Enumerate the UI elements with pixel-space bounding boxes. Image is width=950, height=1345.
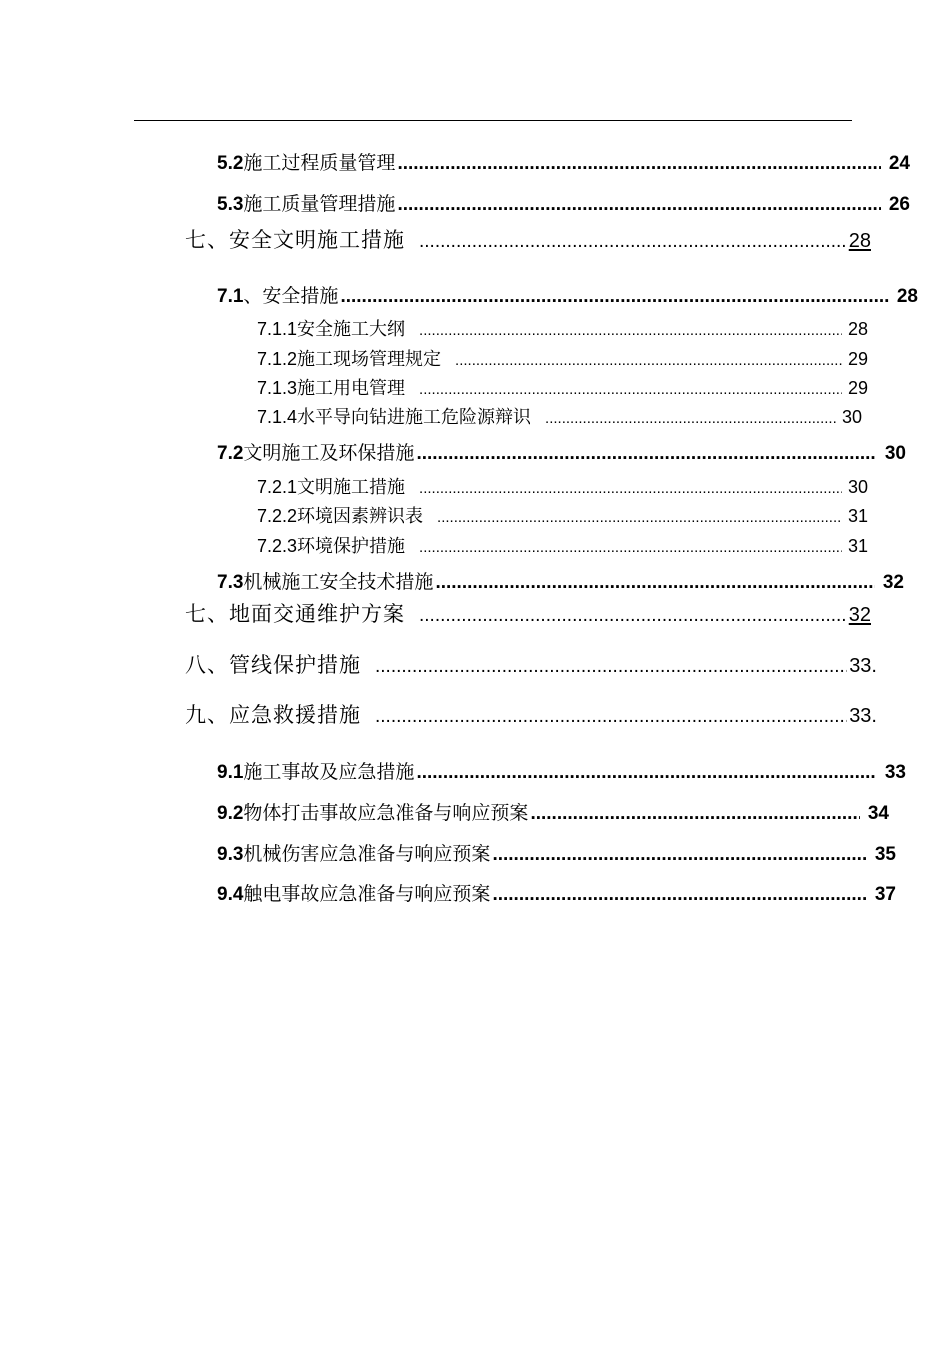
toc-entry-page: 31 (847, 536, 868, 556)
toc-entry-number: 9.2 (217, 803, 244, 824)
toc-entry-page: 30 (847, 477, 868, 497)
toc-entry-page: 33. (849, 705, 877, 727)
toc-entry-page: 29 (847, 349, 868, 369)
toc-entry-page: 30 (884, 443, 906, 464)
toc-entry-title: 机械伤害应急准备与响应预案 (243, 843, 491, 865)
toc-leader-dots (437, 509, 842, 526)
toc-entry-number: 9.1 (217, 762, 244, 783)
toc-entry-title: 安全施工大纲 (297, 319, 406, 340)
toc-entry-title: 、安全措施 (243, 285, 339, 307)
toc-entry-number: 5.2 (217, 153, 244, 174)
toc-entry-title: 机械施工安全技术措施 (243, 571, 434, 593)
toc-entry-title: 水平导向钻进施工危险源辩识 (297, 407, 532, 428)
toc-entry-page: 26 (888, 194, 910, 215)
toc-entry-7-1-4[interactable] (257, 403, 862, 427)
toc-chapter-emergency[interactable] (185, 699, 877, 729)
toc-entry-number: 9.3 (217, 844, 244, 865)
toc-entry-number: 7.2 (217, 443, 244, 464)
toc-entry-title: 七、安全文明施工措施 (185, 228, 405, 252)
toc-leader-dots (419, 480, 842, 497)
toc-entry-title: 施工过程质量管理 (243, 152, 396, 174)
toc-entry-number: 7.1.2 (257, 349, 298, 369)
toc-entry-title: 施工用电管理 (297, 378, 406, 399)
toc-entry-7-2-2[interactable] (257, 502, 868, 526)
toc-leader-dots (492, 844, 866, 866)
toc-chapter-safety[interactable] (185, 224, 871, 254)
toc-entry-number: 7.2.2 (257, 506, 298, 526)
toc-entry-page: 34 (867, 803, 889, 824)
toc-entry-number: 9.4 (217, 884, 244, 905)
toc-leader-dots (492, 884, 866, 906)
toc-entry-title: 物体打击事故应急准备与响应预案 (243, 802, 529, 824)
toc-entry-number: 7.1.4 (257, 407, 298, 427)
toc-entry-7-3[interactable] (217, 567, 904, 593)
toc-entry-7-1-1[interactable] (257, 315, 868, 339)
toc-leader-dots (397, 194, 880, 216)
toc-entry-title: 九、应急救援措施 (185, 703, 361, 727)
toc-entry-title: 施工事故及应急措施 (243, 761, 415, 783)
toc-leader-dots (375, 656, 847, 678)
toc-entry-page: 31 (847, 506, 868, 526)
toc-entry-title: 八、管线保护措施 (185, 653, 361, 677)
toc-entry-page: 32 (882, 572, 904, 593)
toc-entry-title: 触电事故应急准备与响应预案 (243, 883, 491, 905)
toc-entry-7-1[interactable] (217, 281, 918, 307)
toc-entry-number: 7.2.1 (257, 477, 298, 497)
toc-leader-dots (419, 231, 847, 253)
toc-leader-dots (340, 286, 888, 308)
toc-entry-title: 施工现场管理规定 (297, 349, 442, 370)
toc-entry-number: 7.1 (217, 286, 244, 307)
toc-leader-dots (419, 539, 842, 556)
toc-leader-dots (545, 410, 836, 427)
toc-entry-page: 33 (884, 762, 906, 783)
toc-entry-page: 29 (847, 378, 868, 398)
toc-entry-title: 七、地面交通维护方案 (185, 602, 405, 626)
toc-entry-7-1-2[interactable] (257, 345, 868, 369)
toc-entry-title: 环境因素辨识表 (297, 506, 424, 527)
toc-leader-dots (435, 572, 874, 594)
toc-entry-9-3[interactable] (217, 839, 896, 865)
toc-entry-page: 37 (874, 884, 896, 905)
toc-entry-9-2[interactable] (217, 798, 889, 824)
toc-entry-7-1-3[interactable] (257, 374, 868, 398)
toc-entry-5-3[interactable] (217, 189, 910, 215)
toc-entry-title: 环境保护措施 (297, 536, 406, 557)
toc-entry-9-4[interactable] (217, 879, 896, 905)
toc-entry-page: 30 (841, 407, 862, 427)
toc-entry-number: 7.2.3 (257, 536, 298, 556)
toc-leader-dots (530, 803, 859, 825)
toc-entry-7-2[interactable] (217, 438, 906, 464)
toc-entry-page: 28 (848, 230, 871, 252)
toc-entry-number: 7.1.3 (257, 378, 298, 398)
toc-chapter-traffic[interactable] (185, 598, 871, 628)
toc-leader-dots (419, 322, 842, 339)
toc-entry-number: 7.3 (217, 572, 244, 593)
toc-entry-9-1[interactable] (217, 757, 906, 783)
toc-leader-dots (375, 706, 847, 728)
toc-leader-dots (419, 605, 847, 627)
toc-entry-7-2-1[interactable] (257, 473, 868, 497)
toc-entry-5-2[interactable] (217, 148, 910, 174)
toc-entry-page: 28 (847, 319, 868, 339)
toc-leader-dots (416, 762, 876, 784)
header-rule (134, 120, 852, 121)
toc-entry-7-2-3[interactable] (257, 532, 868, 556)
toc-entry-page: 28 (896, 286, 918, 307)
toc-leader-dots (416, 443, 876, 465)
toc-entry-number: 7.1.1 (257, 319, 298, 339)
toc-entry-page: 33. (849, 655, 877, 677)
toc-entry-title: 文明施工措施 (297, 477, 406, 498)
toc-leader-dots (397, 153, 880, 175)
toc-leader-dots (455, 352, 842, 369)
toc-entry-title: 文明施工及环保措施 (243, 442, 415, 464)
toc-entry-page: 35 (874, 844, 896, 865)
toc-entry-page: 24 (888, 153, 910, 174)
toc-leader-dots (419, 381, 842, 398)
toc-entry-number: 5.3 (217, 194, 244, 215)
toc-entry-title: 施工质量管理措施 (243, 193, 396, 215)
toc-chapter-pipeline[interactable] (185, 649, 877, 679)
toc-entry-page: 32 (848, 604, 871, 626)
